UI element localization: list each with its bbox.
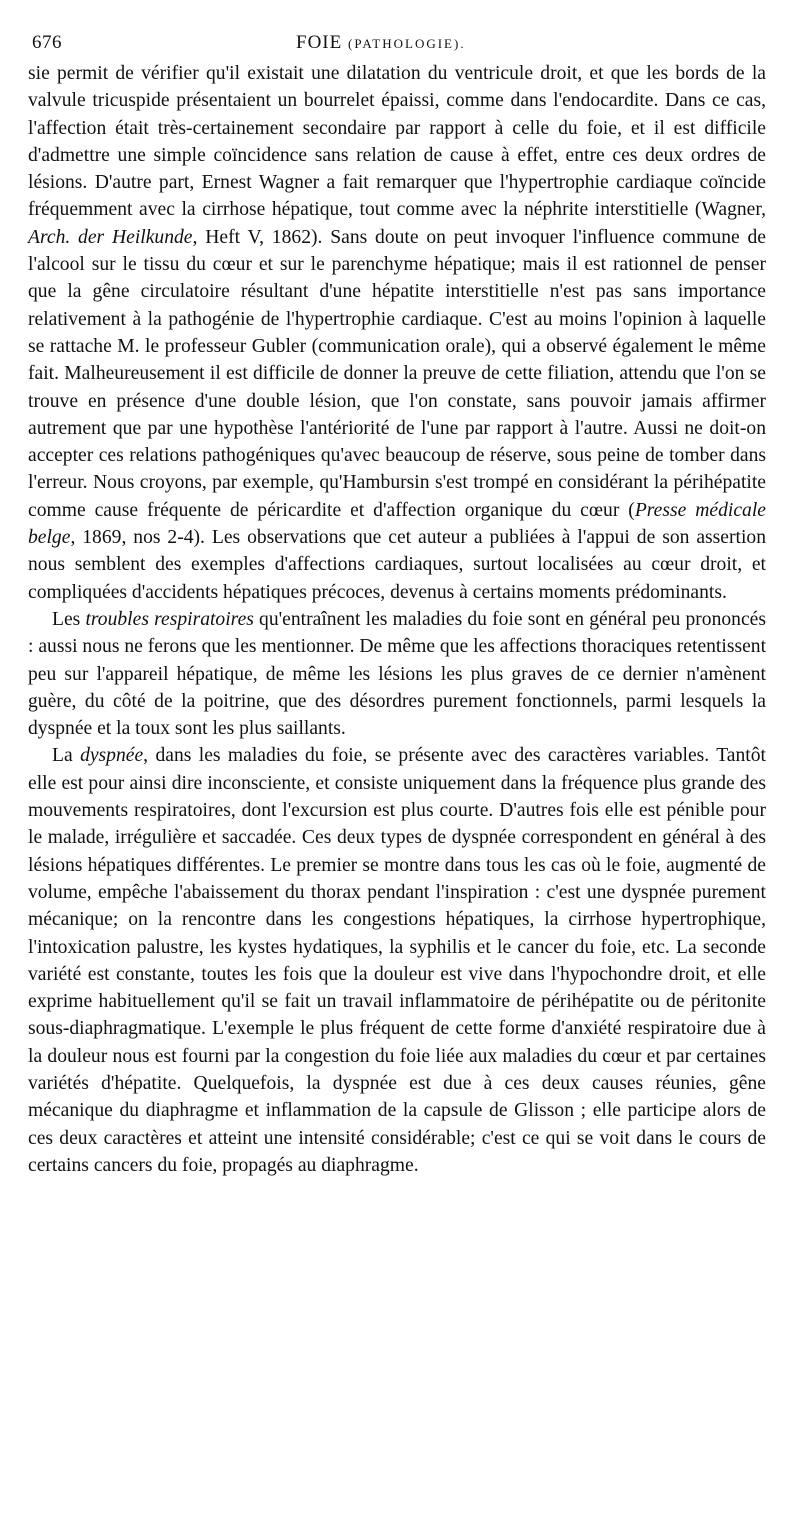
italic-citation: Presse médicale belge (28, 499, 766, 549)
text-run: sie permit de vérifier qu'il existait une dilatation du ventricule droit, et que les bords de la valvule tricuspide présentaient un bourrelet épaissi, comme dans l'endocardite. Dans ce cas, l'affection était très-certainement secondaire par rapport à celle du foie, et il est difficile d'admettre une simple coïncidence sans relation de cause à effet, entre ces deux ordres de lésions. D'autre part, Ernest Wagner a fait remarquer que l'hypertrophie cardiaque coïncide fréquemment avec la cirrhose hépatique, tout comme avec la néphrite interstitielle (Wagner, (28, 63, 766, 221)
text-run: qu'entraînent les maladies du foie sont en général peu prononcés : aussi nous ne ferons que les mentionner. De même que les affections thoraciques retentissent peu sur l'appareil hépatique, de même les lésions les plus graves de ce dernier n'amènent guère, du côté de la poitrine, que des désordres purement fonctionnels, parmi lesquels la dyspnée et la toux sont les plus saillants. (28, 608, 767, 740)
running-head-title: FOIE (296, 32, 343, 53)
text-run: , Heft V, 1862). Sans doute on peut invoquer l'influence commune de l'alcool sur le tissu du cœur et sur le parenchyme hépatique; mais il est rationnel de penser que la gêne circulatoire résultant d'une hépatite interstitielle n'est pas sans importance relativement à la pathogénie de l'hypertrophie cardiaque. C'est au moins l'opinion à laquelle se rattache M. le professeur Gubler (communication orale), qui a observé également le même fait. Malheureusement il est difficile de donner la preuve de cette filiation, attendu que l'on se trouve en présence d'une double lésion, que l'on constate, sans pouvoir jamais affirmer autrement que par une hypothèse l'antériorité de l'une par rapport à l'autre. Aussi ne doit-on accepter ces relations pathogéniques qu'avec beaucoup de réserve, sous peine de tomber dans l'erreur. Nous croyons, par exemple, qu'Hambursin s'est trompé en considérant la périhépatite comme cause fréquente de péricardite et d'affection organique du cœur ( (28, 226, 766, 521)
page-number: 676 (32, 32, 62, 53)
text-run: La (52, 745, 81, 767)
book-page (28, 26, 766, 1179)
paragraph (28, 60, 766, 606)
running-head (296, 32, 466, 54)
page-header (28, 26, 766, 60)
text-run: , 1869, nos 2-4). Les observations que cet auteur a publiées à l'appui de son assertion nous semblent des exemples d'affections cardiaques, surtout localisées au cœur droit, et compliquées d'accidents hépatiques précoces, devenus à certains moments prédominants. (28, 527, 766, 603)
text-run: , dans les maladies du foie, se présente avec des caractères variables. Tantôt elle est pour ainsi dire inconsciente, et consiste uniquement dans la fréquence plus grande des mouvements respiratoires, dont l'excursion est plus courte. D'autres fois elle est pénible pour le malade, irrégulière et saccadée. Ces deux types de dyspnée correspondent en général à des lésions hépatiques différentes. Le premier se montre dans tous les cas où le foie, augmenté de volume, empêche l'abaissement du thorax pendant l'inspiration : c'est une dyspnée purement mécanique; on la rencontre dans les congestions hépatiques, la cirrhose hypertrophique, l'intoxication palustre, les kystes hydatiques, la syphilis et le cancer du foie, etc. La seconde variété est constante, toutes les fois que la douleur est vive dans l'hypochondre droit, et elle exprime habituellement qu'il se fait un travail inflammatoire de périhépatite ou de péritonite sous-diaphragmatique. L'exemple le plus fréquent de cette forme d'anxiété respiratoire due à la douleur nous est fourni par la congestion du foie liée aux maladies du cœur et par certaines variétés d'hépatite. Quelquefois, la dyspnée est due à ces deux causes réunies, gêne mécanique du diaphragme et inflammation de la capsule de Glisson ; elle participe alors de ces deux caractères et atteint une intensité considérable; c'est ce qui se voit dans le cours de certains cancers du foie, propagés au diaphragme. (28, 745, 766, 1176)
running-head-subtitle: (PATHOLOGIE). (347, 36, 466, 51)
italic-citation: Arch. der Heilkunde (28, 226, 193, 248)
italic-citation: troubles respiratoires (85, 608, 254, 630)
body-text (28, 60, 766, 1179)
paragraph (28, 606, 766, 742)
text-run: Les (52, 608, 86, 630)
italic-citation: dyspnée (80, 745, 144, 767)
paragraph (28, 742, 766, 1179)
